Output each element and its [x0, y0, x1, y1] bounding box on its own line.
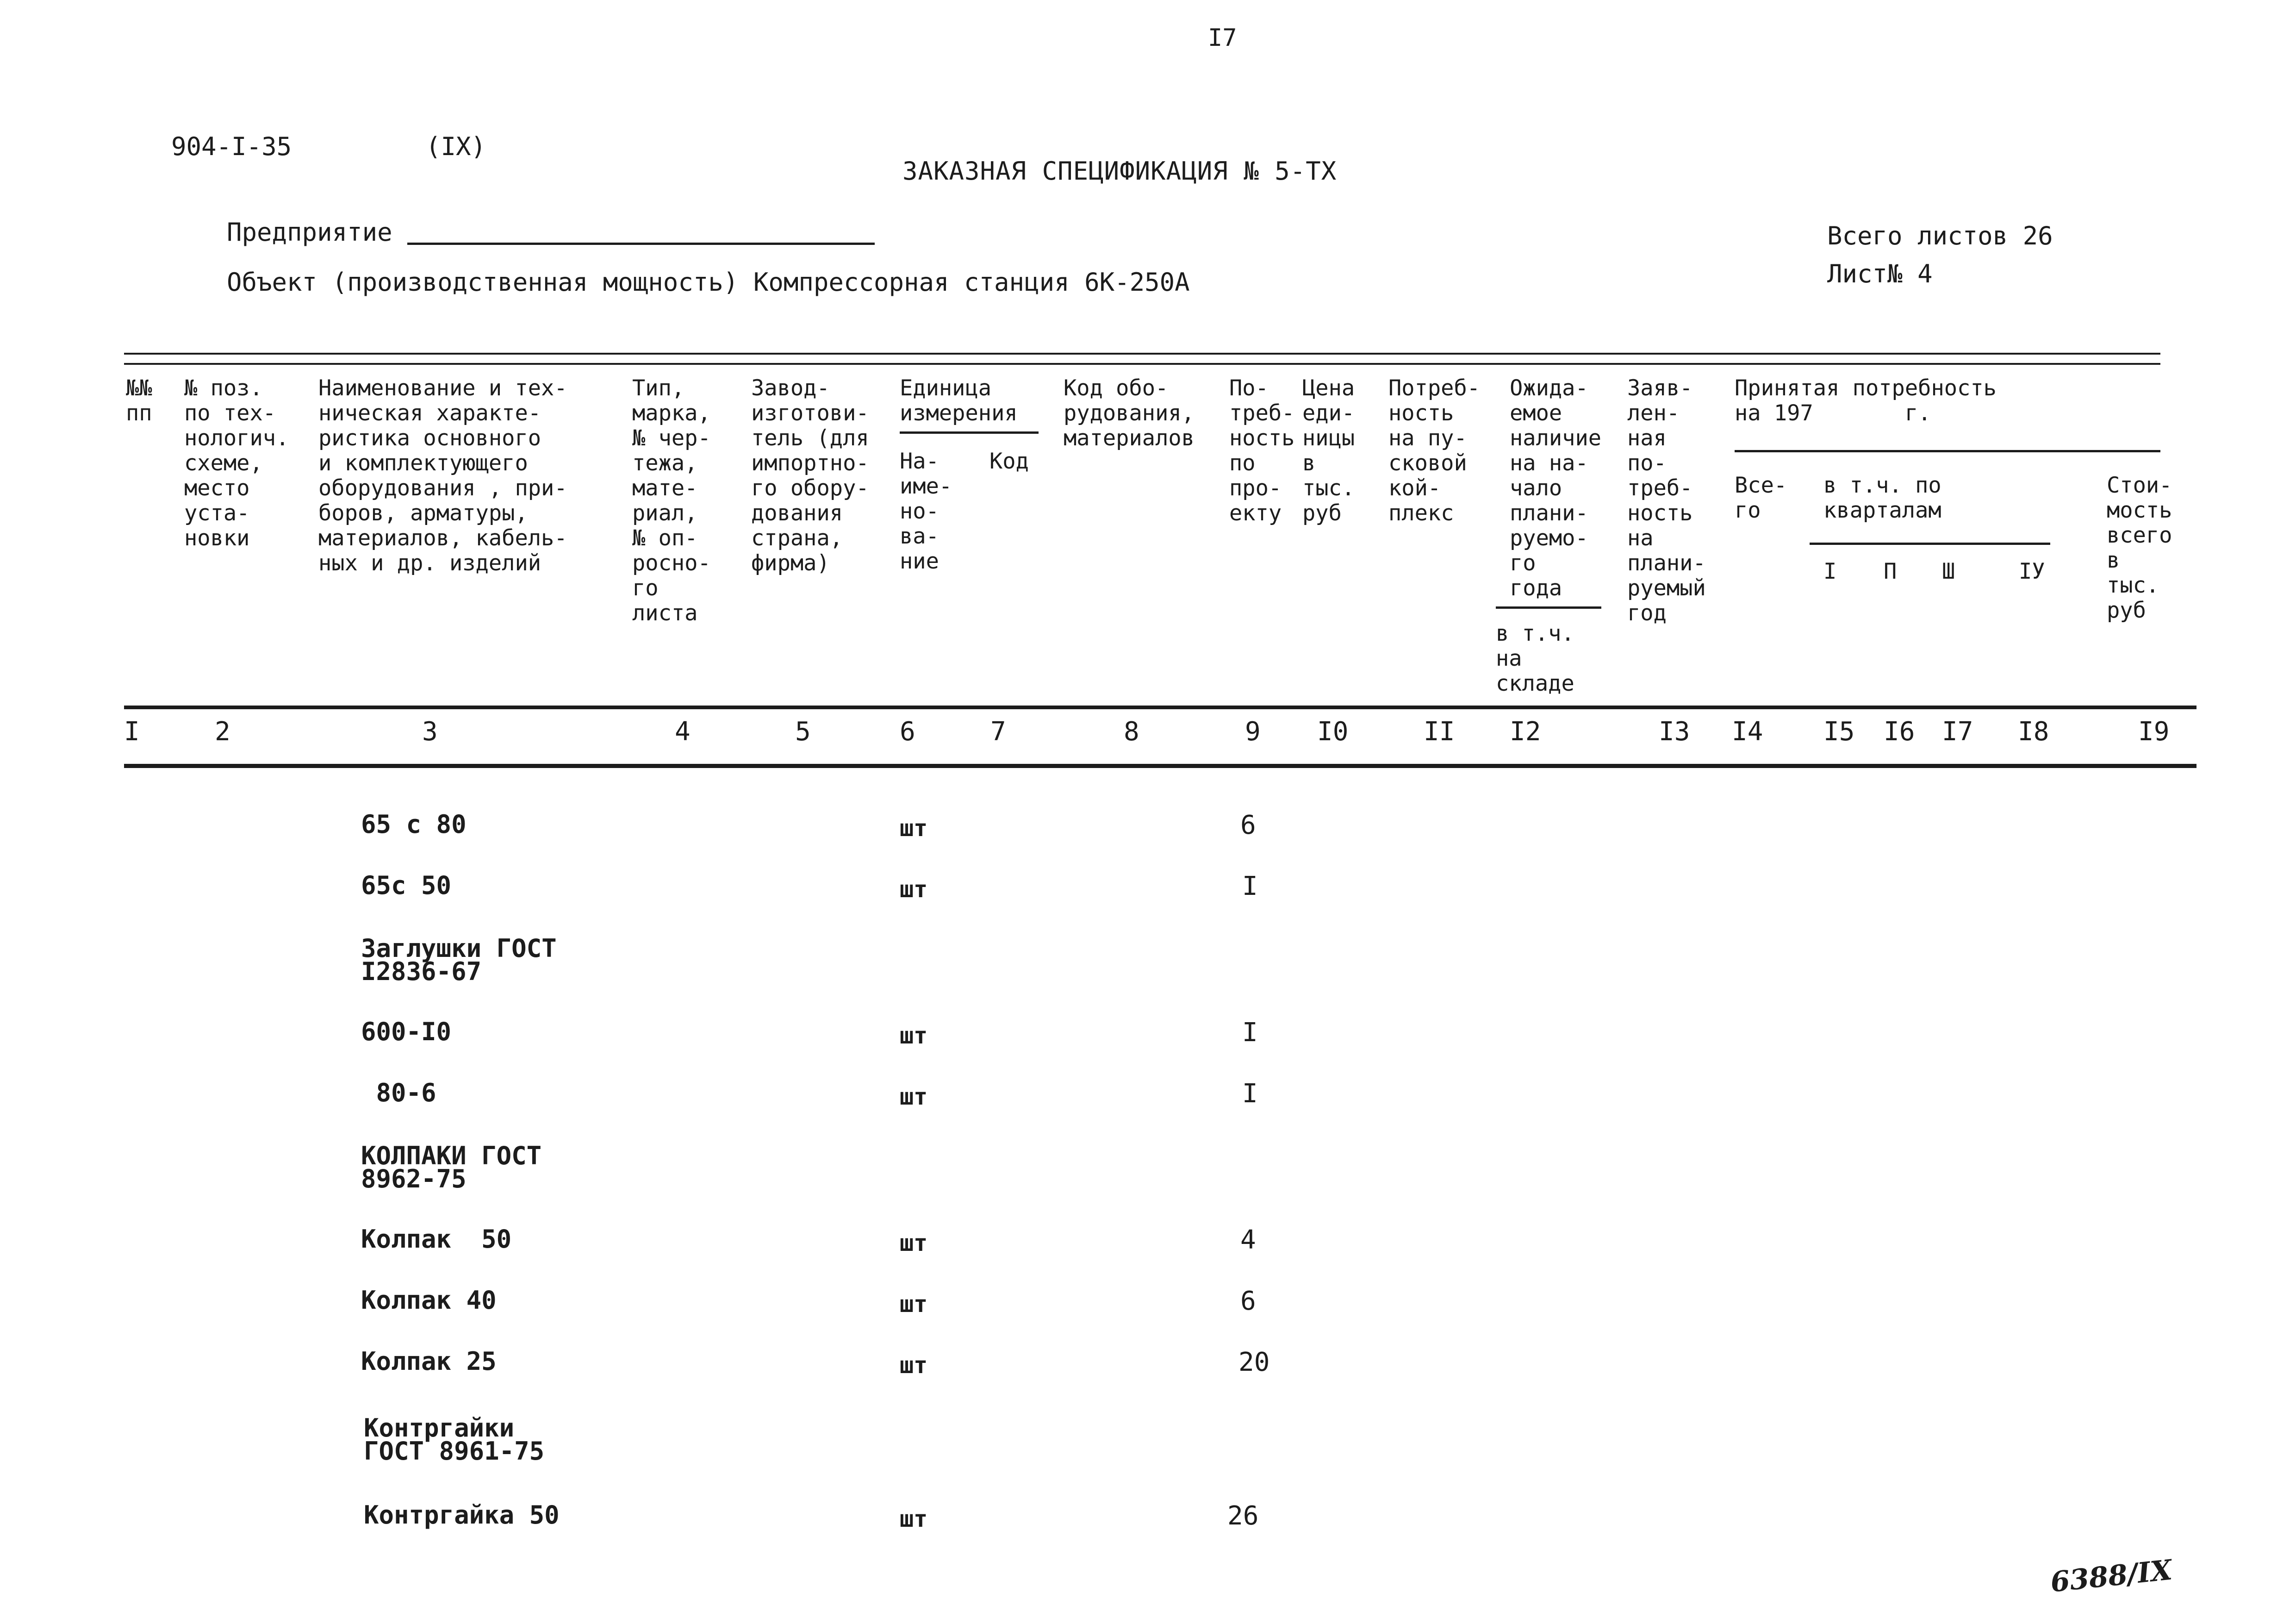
column-number: 6	[900, 717, 915, 747]
column-number: I	[124, 717, 140, 747]
item-unit: шт	[900, 1291, 928, 1318]
table-top-rule	[124, 353, 2160, 365]
col-header-number: №№ пп	[126, 375, 152, 426]
col-header-total: Все- го	[1735, 473, 1787, 523]
col-header-name: Наименование и тех- ническая характе- ристика основного и комплектующего оборудования , при- боров, арматуры, материалов, кабель- ных и др. изделий	[318, 375, 567, 576]
col-header-project-need: По- треб- ность по про- екту	[1229, 375, 1295, 526]
column-numbers-bottom-rule	[124, 764, 2196, 768]
item-unit: шт	[900, 1083, 928, 1110]
column-number: I7	[1942, 717, 1973, 747]
document-part: (IX)	[426, 132, 486, 161]
column-number: I3	[1659, 717, 1690, 747]
enterprise-field	[407, 217, 875, 245]
column-number: 3	[422, 717, 438, 747]
column-number: 2	[215, 717, 230, 747]
document-code: 904-I-35	[171, 132, 292, 161]
col-header-declared-need: Заяв- лен- ная по- треб- ность на плани- руемый год	[1627, 375, 1706, 626]
item-name: 600-I0	[361, 1017, 452, 1046]
accepted-group-rule	[1735, 450, 2160, 452]
item-unit: шт	[900, 1505, 928, 1532]
column-number: I6	[1884, 717, 1915, 747]
item-quantity: 6	[1240, 810, 1256, 840]
column-number: I8	[2018, 717, 2049, 747]
column-number: 9	[1245, 717, 1261, 747]
col-header-unit-price: Цена еди- ницы в тыс. руб	[1302, 375, 1355, 526]
column-number: 8	[1124, 717, 1139, 747]
item-name: Контргайка 50	[364, 1500, 560, 1530]
col-header-q3: Ш	[1942, 559, 1955, 584]
stock-sub-rule	[1496, 606, 1601, 609]
enterprise-label: Предприятие	[227, 218, 392, 247]
header-bottom-rule	[124, 706, 2196, 709]
col-header-startup-need: Потреб- ность на пу- сковой кой- плекс	[1388, 375, 1481, 526]
item-quantity: I	[1242, 1079, 1258, 1109]
quarters-rule	[1810, 543, 2050, 545]
item-quantity: 4	[1240, 1225, 1256, 1255]
column-number: 5	[795, 717, 811, 747]
column-number: II	[1424, 717, 1455, 747]
col-header-material-code: Код обо- рудования, материалов	[1064, 375, 1195, 451]
handwritten-sheet-mark: 6388/IX	[2049, 1554, 2174, 1599]
col-header-q4: IУ	[2019, 559, 2045, 584]
column-number: 4	[675, 717, 691, 747]
column-number: I9	[2138, 717, 2170, 747]
col-header-unit-code: Код	[989, 449, 1029, 474]
item-quantity: 6	[1240, 1286, 1256, 1316]
item-unit: шт	[900, 1022, 928, 1049]
item-group-heading: КОЛПАКИ ГОСТ 8962-75	[361, 1141, 542, 1193]
col-header-manufacturer: Завод- изготови- тель (для импортно- го обору- дования страна, фирма)	[751, 375, 869, 576]
item-quantity: I	[1242, 871, 1258, 901]
unit-group-rule	[900, 431, 1039, 434]
column-number: I5	[1823, 717, 1855, 747]
col-header-unit-name: На- име- но- ва- ние	[900, 449, 952, 574]
page-title: ЗАКАЗНАЯ СПЕЦИФИКАЦИЯ № 5-ТХ	[902, 156, 1337, 186]
item-name: 65с 50	[361, 871, 452, 900]
item-quantity: 20	[1238, 1347, 1270, 1377]
column-number: I2	[1510, 717, 1541, 747]
item-quantity: I	[1242, 1018, 1258, 1048]
item-name: 65 с 80	[361, 810, 467, 839]
object-label: Объект (производственная мощность) Компрессорная станция 6К-250А	[227, 268, 1190, 297]
item-group-heading: Заглушки ГОСТ I2836-67	[361, 934, 557, 986]
col-header-in-warehouse: в т.ч. на складе	[1496, 621, 1574, 696]
column-number: 7	[990, 717, 1006, 747]
item-unit: шт	[900, 876, 928, 903]
item-name: Колпак 25	[361, 1347, 497, 1376]
col-header-quarters: в т.ч. по кварталам	[1823, 473, 1941, 523]
item-unit: шт	[900, 815, 928, 842]
col-header-position: № поз. по тех- нологич. схеме, место уста- новки	[184, 375, 289, 551]
item-name: Колпак 50	[361, 1224, 512, 1254]
item-name: 80-6	[361, 1078, 436, 1107]
item-group-heading: Контргайки ГОСТ 8961-75	[364, 1413, 545, 1466]
item-quantity: 26	[1227, 1501, 1259, 1531]
col-header-unit-group: Единица измерения	[900, 375, 1018, 426]
column-number: I0	[1317, 717, 1349, 747]
column-number: I4	[1732, 717, 1763, 747]
item-name: Колпак 40	[361, 1286, 497, 1315]
col-header-type: Тип, марка, № чер- тежа, мате- риал, № оп- росно- го листа	[632, 375, 711, 626]
col-header-cost: Стои- мость всего в тыс. руб	[2107, 473, 2172, 623]
col-header-q1: I	[1823, 559, 1837, 584]
col-header-expected-stock: Ожида- емое наличие на на- чало плани- руемо- го года	[1510, 375, 1602, 601]
col-header-q2: П	[1884, 559, 1897, 584]
page-number: I7	[1208, 24, 1237, 52]
col-header-accepted-need: Принятая потребность на 197 г.	[1735, 375, 1997, 426]
sheet-number: Лист№ 4	[1827, 259, 1933, 288]
item-unit: шт	[900, 1352, 928, 1379]
item-unit: шт	[900, 1230, 928, 1256]
total-sheets: Всего листов 26	[1827, 221, 2053, 250]
